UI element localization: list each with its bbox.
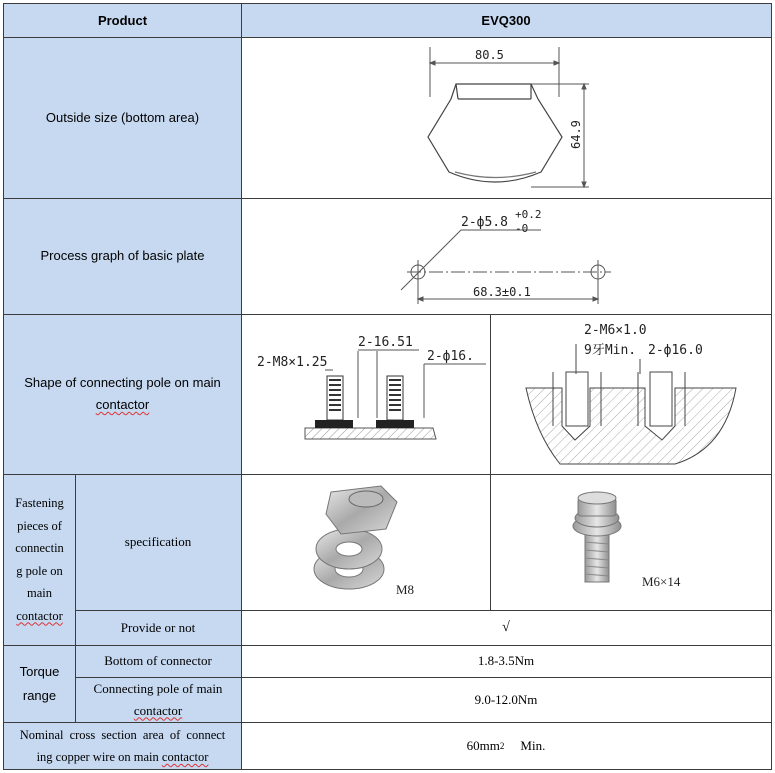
label-cross-section [4, 722, 241, 770]
cross-section-suffix: Min. [520, 738, 546, 753]
label-bottom-connector [75, 645, 241, 677]
grid-v-label [241, 3, 242, 770]
grid-h-4 [3, 474, 772, 475]
fastening-line-2: pieces of [17, 518, 62, 533]
fastening-line-1: Fastening [15, 496, 64, 510]
m8-nut-washer-image [241, 474, 490, 610]
grid-h-2 [3, 198, 772, 199]
value-bottom-connector [241, 645, 771, 677]
pole-left-length: 2-16.51 [358, 335, 413, 350]
header-evq300 [241, 4, 771, 37]
fastening-line-6: contactor [16, 608, 63, 623]
bottom-connector-text: Bottom of connector [104, 653, 212, 668]
m6-screw-image [490, 474, 771, 610]
grid-v-sub [75, 474, 76, 722]
bottom-connector-value: 1.8-3.5Nm [477, 653, 535, 668]
cross-section-superscript: 2 [499, 741, 505, 751]
process-graph-text: Process graph of basic plate [40, 248, 205, 263]
grid-h-3 [3, 314, 772, 315]
label-connecting-pole [4, 314, 241, 474]
grid-v-mid [490, 314, 491, 610]
m6-caption: M6×14 [642, 574, 681, 589]
cross-section-line2-a: ing copper wire on main [36, 750, 162, 764]
torque-line2: range [22, 687, 57, 703]
hole-tol-plus: +0.2 [515, 208, 542, 221]
value-provide [241, 610, 771, 645]
cross-section-line2 [37, 746, 209, 768]
dim-width-label: 80.5 [475, 48, 504, 62]
label-process-graph [4, 198, 241, 314]
label-fastening-group [4, 474, 75, 645]
pole-torque-line1: Connecting pole of main [93, 680, 223, 696]
pole-left-thread: 2-M8×1.25 [257, 355, 328, 370]
cross-section-line1: Nominal cross section area of connect [19, 728, 226, 742]
outside-size-text: Outside size (bottom area) [45, 109, 200, 125]
fastening-line-3: connectin [15, 541, 64, 555]
dim-height-label: 64.9 [569, 120, 583, 149]
connecting-pole-line1: Shape of connecting pole on main [24, 375, 221, 390]
cross-section-line2-b: contactor [161, 750, 209, 764]
pole-right-depth: 9牙Min. [584, 343, 637, 358]
header-product-text: Product [97, 13, 148, 28]
pole-torque-value: 9.0-12.0Nm [474, 691, 538, 707]
grid-v-right [771, 3, 772, 770]
hole-spec-label: 2-ф5.8 [461, 215, 508, 230]
header-product [4, 4, 241, 37]
label-torque-group [4, 645, 75, 722]
torque-line1: Torque [19, 663, 60, 679]
fastening-line-5: main [27, 586, 52, 600]
pole-right-drawing [490, 314, 771, 474]
provide-value-text: √ [502, 619, 510, 635]
pole-right-thread: 2-M6×1.0 [584, 323, 647, 338]
m8-caption: M8 [396, 582, 415, 597]
provide-or-not-text: Provide or not [120, 619, 196, 635]
grid-h-5 [75, 610, 772, 611]
grid-h-bottom [3, 769, 772, 770]
connecting-pole-line2: contactor [95, 397, 150, 412]
specification-text: specification [124, 534, 192, 549]
label-specification [75, 474, 241, 610]
label-outside-size [4, 37, 241, 198]
grid-h-7 [75, 677, 772, 678]
pole-left-dia: 2-ф16. [427, 349, 474, 364]
value-connecting-pole-torque [241, 677, 771, 722]
label-provide-or-not [75, 610, 241, 645]
hole-tol-minus: -0 [515, 222, 529, 235]
outside-size-drawing [241, 37, 771, 198]
header-evq300-text: EVQ300 [481, 13, 531, 28]
fastening-line-4: g pole on [16, 563, 63, 578]
grid-h-8 [3, 722, 772, 723]
value-cross-section [241, 722, 771, 770]
pole-left-drawing [241, 314, 490, 474]
cross-section-value: 60mm [466, 738, 500, 753]
grid-h-top [3, 3, 772, 4]
process-graph-drawing [241, 198, 771, 314]
grid-h-6 [3, 645, 772, 646]
grid-v-left [3, 3, 4, 770]
pole-right-dia: 2-ф16.0 [648, 343, 703, 358]
pole-torque-line2: contactor [133, 702, 183, 718]
grid-h-1 [3, 37, 772, 38]
label-connecting-pole-torque [75, 677, 241, 722]
spacing-label: 68.3±0.1 [473, 285, 531, 299]
